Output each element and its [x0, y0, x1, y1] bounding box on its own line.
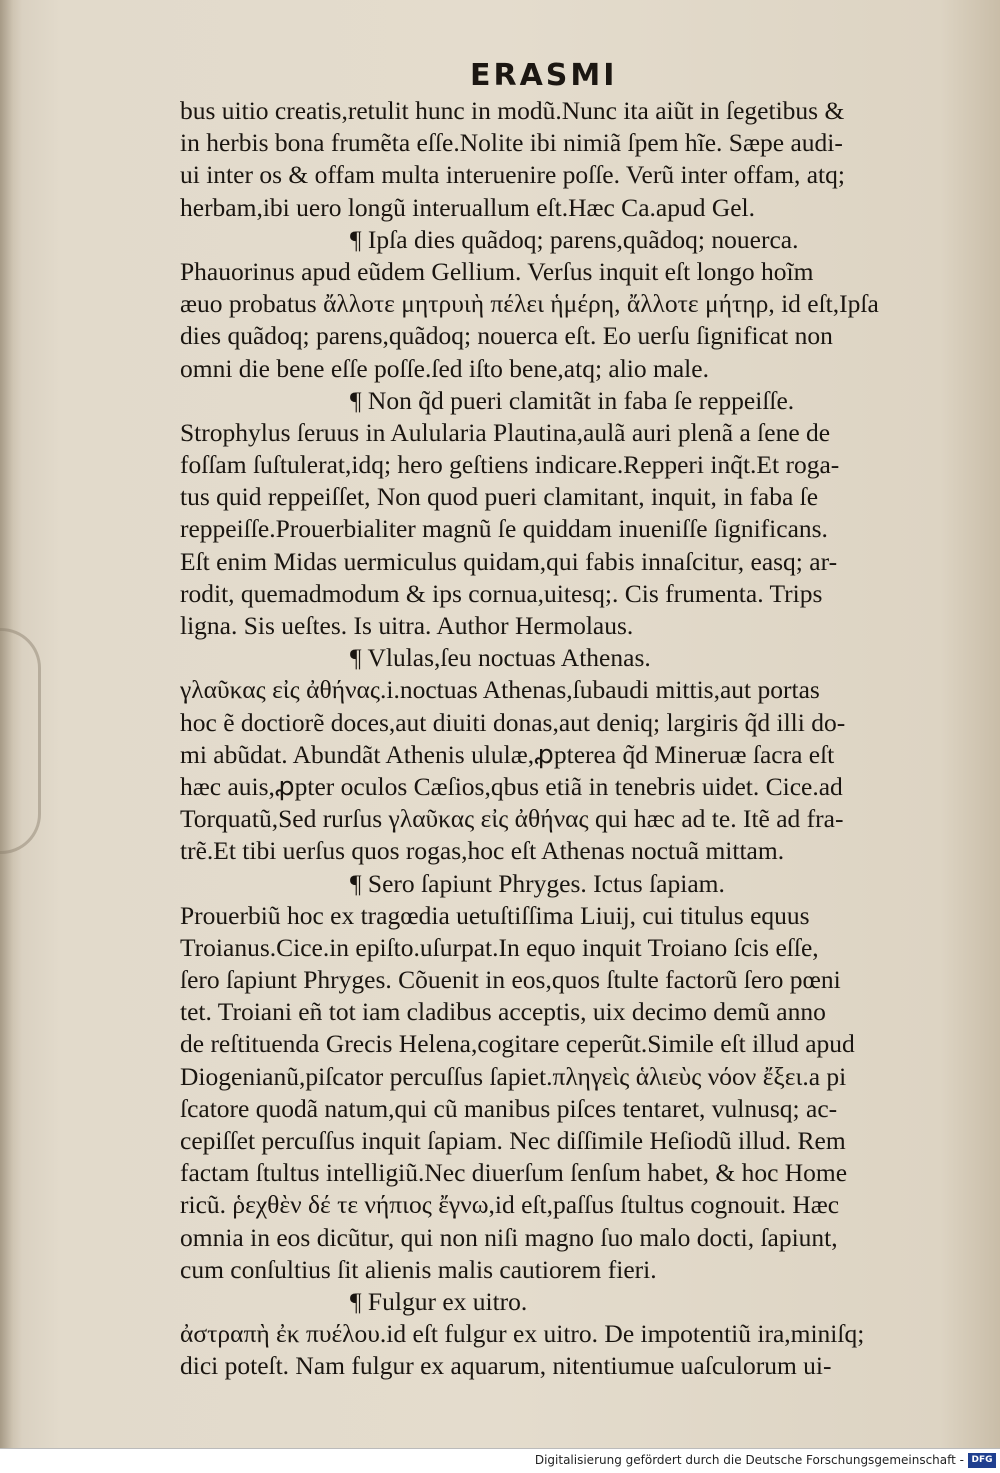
text-line: γλαῦκας εἰς ἀθήνας.i.noctuas Athenas,ſubaudi mittis,aut portas	[180, 675, 820, 705]
section-heading: ¶ Non q̃d pueri clamitãt in faba ſe reppeiſſe.	[350, 385, 795, 415]
text-line: Prouerbiũ hoc ex tragœdia uetuſtiſſima Liuij, cui titulus equus	[180, 900, 810, 930]
footer-credit: Digitalisierung gefördert durch die Deutsche Forschungsgemeinschaft -	[534, 1453, 964, 1467]
text-line: cepiſſet percuſſus inquit ſapiam. Nec diſſimile Heſiodũ illud. Rem	[180, 1126, 846, 1155]
text-line: de reſtituenda Grecis Helena,cogitare ceperũt.Simile eſt illud apud	[180, 1029, 855, 1059]
text-line: dici poteſt. Nam fulgur ex aquarum, nitentiumue uaſculorum ui-	[180, 1351, 832, 1381]
text-line: ligna. Sis ueſtes. Is uitra. Author Hermolaus.	[180, 611, 634, 640]
section-heading: ¶ Sero ſapiunt Phryges. Ictus ſapiam.	[350, 868, 725, 898]
section-heading: ¶ Ipſa dies quãdoq; parens,quãdoq; nouerca.	[350, 224, 799, 254]
text-line: tus quid reppeiſſet, Non quod pueri clamitant, inquit, in faba ſe	[180, 482, 819, 512]
text-line: ἀστραπὴ ἐκ πυέλου.id eſt fulgur ex uitro. De impotentiũ ira,miniſq;	[180, 1319, 865, 1349]
text-line: omnia in eos dicũtur, qui non niſi magno ſuo malo docti, ſapiunt,	[180, 1222, 838, 1252]
text-line: Diogenianũ,piſcator percuſſus ſapiet.πληγεὶς ἁλιεὺς νόον ἔξει.a pi	[180, 1061, 847, 1091]
text-line: ſero ſapiunt Phryges. Cõuenit in eos,quos ſtulte factorũ ſero pœni	[180, 965, 841, 995]
text-line: factam ſtultus intelligiũ.Nec diuerſum ſenſum habet, & hoc Home	[180, 1158, 848, 1188]
section-heading: ¶ Vlulas,ſeu noctuas Athenas.	[350, 643, 651, 673]
text-line: Troianus.Cice.in epiſto.uſurpat.In equo inquit Troiano ſcis eſſe,	[180, 932, 819, 962]
text-line: bus uitio creatis,retulit hunc in modũ.Nunc ita aiũt in ſegetibus &	[180, 96, 845, 125]
text-line: dies quãdoq; parens,quãdoq; nouerca eſt. Eo uerſu ſignificat non	[180, 321, 833, 351]
text-line: tet. Troiani eñ tot iam cladibus acceptis, uix decimo demũ anno	[180, 997, 826, 1027]
text-line: Eſt enim Midas uermiculus quidam,qui fabis innaſcitur, easq; ar-	[180, 546, 838, 576]
text-line: hoc ẽ doctiorẽ doces,aut diuiti donas,aut deniq; largiris q̃d illi do-	[180, 707, 846, 737]
text-line: cum conſultius ſit alienis malis cautiorem fieri.	[180, 1254, 657, 1284]
text-line: Phauorinus apud eũdem Gellium. Verſus inquit eſt longo hoĩm	[180, 256, 814, 286]
section-heading: ¶ Fulgur ex uitro.	[350, 1286, 528, 1316]
text-line: Strophylus ſeruus in Aulularia Plautina,aulã auri plenã a ſene de	[180, 417, 831, 447]
digitization-footer	[0, 1448, 1000, 1473]
text-line: rodit, quemadmodum & ips cornua,uitesq;. Cis frumenta. Trips	[180, 578, 823, 608]
text-line: herbam,ibi uero longũ interuallum eſt.Hæc Ca.apud Gel.	[180, 192, 756, 222]
binding-clasp-shadow	[0, 628, 41, 854]
text-line: trẽ.Et tibi uerſus quos rogas,hoc eſt Athenas noctuã mittam.	[180, 836, 785, 866]
text-line: ſcatore quodã natum,qui cũ manibus piſces tentaret, vulnusq; ac-	[180, 1093, 838, 1123]
text-line: in herbis bona frumẽta eſſe.Nolite ibi nimiã ſpem hĩe. Sæpe audi-	[180, 128, 843, 158]
text-line: ricũ. ῥεχθὲν δέ τε νήπιος ἔγνω,id eſt,paſſus ſtultus cognouit. Hæc	[180, 1190, 840, 1220]
text-line: ui inter os & offam multa interuenire poſſe. Verũ inter offam, atq;	[180, 160, 845, 190]
text-line: reppeiſſe.Prouerbialiter magnũ ſe quiddam inueniſſe ſignificans.	[180, 514, 828, 544]
running-head: ERASMI	[470, 58, 618, 93]
text-line: omni die bene eſſe poſſe.ſed iſto bene,atq; alio male.	[180, 353, 709, 383]
text-line: mi abũdat. Abundãt Athenis ululæ,ꝓpterea q̃d Mineruæ ſacra eſt	[180, 739, 835, 769]
text-line: æuo probatus ἄλλοτε μητρυιὴ πέλει ἡμέρη, ἄλλοτε μήτηρ, id eſt,Ipſa	[180, 289, 879, 319]
text-line: foſſam ſuſtulerat,idq; hero geſtiens indicare.Repperi inq̃t.Et roga-	[180, 450, 840, 480]
text-line: hæc auis,ꝓpter oculos Cæſios,qbus etiã in tenebris uidet. Cice.ad	[180, 771, 843, 801]
dfg-logo: DFG	[968, 1453, 996, 1468]
body-text	[180, 95, 915, 1383]
text-line: Torquatũ,Sed rurſus γλαῦκας εἰς ἀθήνας qui hæc ad te. Itẽ ad fra-	[180, 804, 844, 834]
